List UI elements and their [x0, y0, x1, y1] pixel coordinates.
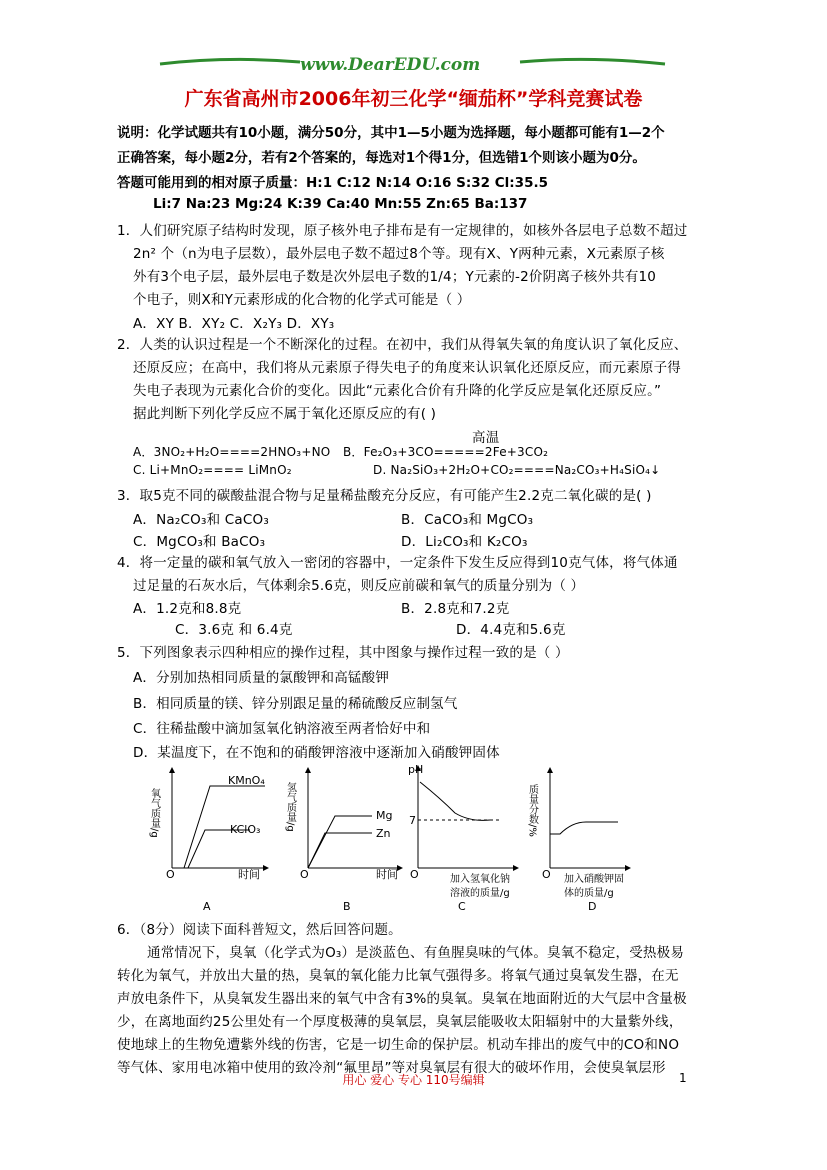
graph-c [408, 763, 518, 913]
q2-line-2: 还原反应；在高中，我们将从元素原子得失电子的角度来认识氧化还原反应，而元素原子得 [133, 360, 681, 376]
q1-line-2: 2n² 个（n为电子层数），最外层电子数不超过8个等。现有X、Y两种元素，X元素原子核 [133, 246, 665, 262]
q6-line-6: 使地球上的生物免遭紫外线的伤害，它是一切生命的保护层。机动车排出的废气中的CO和NO [117, 1037, 680, 1053]
q4-line-1: 4．将一定量的碳和氧气放入一密闭的容器中，一定条件下发生反应得到10克气体，将气体通 [117, 555, 678, 571]
intro-line-2: 正确答案，每小题2分，若有2个答案的，每选对1个得1分，但选错1个则该小题为0分。 [117, 150, 646, 166]
q1-options: A．XY B．XY₂ C．X₂Y₃ D．XY₃ [133, 316, 335, 332]
q6-line-1: 6．（8分）阅读下面科普短文，然后回答问题。 [117, 922, 402, 938]
graph-c-xlabel-1: 加入氢氧化钠 [450, 874, 510, 885]
graph-c-origin: O [410, 868, 419, 881]
graph-b-origin: O [300, 868, 309, 881]
q3-option-d: D．Li₂CO₃和 K₂CO₃ [401, 534, 528, 550]
intro-line-1: 说明：化学试题共有10小题，满分50分，其中1—5小题为选择题，每小题都可能有1—2个 [117, 125, 665, 141]
graph-c-tick7: 7 [409, 814, 416, 827]
q4-option-d: D．4.4克和5.6克 [456, 622, 566, 638]
q6-line-5: 少，在离地面约25公里处有一个厚度极薄的臭氧层，臭氧层能吸收太阳辐射中的大量紫外线， [117, 1014, 683, 1030]
site-url[interactable]: www.DearEDU.com [300, 55, 481, 75]
graph-b [285, 768, 403, 913]
graph-a-kclo3-label: KClO₃ [230, 823, 261, 836]
q6-line-4: 声放电条件下，从臭氧发生器出来的氧气中含有3%的臭氧。臭氧在地面附近的大气层中含量极 [117, 991, 687, 1007]
q6-line-3: 转化为氧气，并放出大量的热，臭氧的氧化能力比氧气强得多。将氧气通过臭氧发生器，在无 [117, 968, 679, 984]
intro-line-4: Li:7 Na:23 Mg:24 K:39 Ca:40 Mn:55 Zn:65 Ba:137 [153, 196, 528, 212]
q5-option-d: D．某温度下，在不饱和的硝酸钾溶液中逐渐加入硝酸钾固体 [133, 745, 500, 761]
graph-b-mg-label: Mg [376, 809, 393, 822]
q5-line-1: 5．下列图象表示四种相应的操作过程，其中图象与操作过程一致的是（ ） [117, 645, 569, 661]
q2-line-4: 据此判断下列化学反应不属于氧化还原反应的有( ) [133, 406, 437, 422]
q2-option-c: C. Li+MnO₂==== LiMnO₂ [133, 463, 292, 477]
q2-option-a: A．3NO₂+H₂O====2HNO₃+NO [133, 445, 331, 459]
q1-line-1: 1．人们研究原子结构时发现，原子核外电子排布是有一定规律的，如核外各层电子总数不超过 [117, 223, 688, 239]
q2-option-d: D. Na₂SiO₃+2H₂O+CO₂====Na₂CO₃+H₄SiO₄↓ [373, 463, 661, 477]
q4-option-a: A．1.2克和8.8克 [133, 601, 242, 617]
q2-line-1: 2．人类的认识过程是一个不断深化的过程。在初中，我们从得氧失氧的角度认识了氧化反应、 [117, 337, 688, 353]
graph-a-ylabel: 氧气质量/g [148, 788, 160, 838]
q3-line-1: 3．取5克不同的碳酸盐混合物与足量稀盐酸充分反应，有可能产生2.2克二氧化碳的是( ) [117, 488, 652, 504]
q4-option-c: C．3.6克 和 6.4克 [175, 622, 293, 638]
graph-c-xlabel-2: 溶液的质量/g [450, 888, 510, 899]
graph-c-tag: C [458, 900, 466, 913]
q3-option-b: B．CaCO₃和 MgCO₃ [401, 512, 534, 528]
q3-option-c: C．MgCO₃和 BaCO₃ [133, 534, 266, 550]
q6-line-2: 通常情况下，臭氧（化学式为O₃）是淡蓝色、有鱼腥臭味的气体。臭氧不稳定，受热极易 [147, 945, 685, 961]
graph-a-xlabel: 时间 [238, 868, 260, 881]
page-title: 广东省高州市2006年初三化学“缅茄杯”学科竞赛试卷 [184, 88, 643, 110]
footer-text: 用心 爱心 专心 110号编辑 [342, 1073, 485, 1087]
q1-line-4: 个电子，则X和Y元素形成的化合物的化学式可能是（ ） [133, 292, 471, 308]
page-number: 1 [679, 1071, 687, 1085]
graph-b-tag: B [343, 900, 351, 913]
graph-b-ylabel: 氢气质量/g [284, 782, 296, 832]
q5-option-c: C．往稀盐酸中滴加氢氧化钠溶液至两者恰好中和 [133, 721, 431, 737]
graph-d [527, 768, 631, 913]
q5-option-a: A．分别加热相同质量的氯酸钾和高锰酸钾 [133, 670, 390, 686]
q5-option-b: B．相同质量的镁、锌分别跟足量的稀硫酸反应制氢气 [133, 696, 458, 712]
q2-line-3: 失电子表现为元素化合价的变化。因此“元素化合价有升降的化学反应是氧化还原反应。” [133, 383, 662, 399]
q4-line-2: 过足量的石灰水后，气体剩余5.6克，则反应前碳和氧气的质量分别为（ ） [133, 578, 585, 594]
graph-c-ylabel: pH [408, 763, 424, 776]
graph-b-zn-label: Zn [376, 827, 391, 840]
q2-condition: 高温 [472, 430, 500, 446]
intro-line-3: 答题可能用到的相对原子质量：H:1 C:12 N:14 O:16 S:32 Cl:35.5 [117, 175, 548, 191]
graph-a-origin: O [166, 868, 175, 881]
q1-line-3: 外有3个电子层，最外层电子数是次外层电子数的1/4；Y元素的-2价阴离子核外共有10 [133, 269, 657, 285]
graph-d-origin: O [542, 868, 551, 881]
graph-d-xlabel-1: 加入硝酸钾固 [564, 874, 624, 885]
graph-a [149, 768, 269, 913]
graph-d-xlabel-2: 体的质量/g [564, 888, 614, 899]
graph-d-ylabel: 质量分数/% [526, 784, 538, 837]
q5-graphs [140, 758, 660, 918]
graph-d-tag: D [588, 900, 597, 913]
q4-option-b: B．2.8克和7.2克 [401, 601, 510, 617]
q2-option-b: B．Fe₂O₃+3CO=====2Fe+3CO₂ [343, 445, 549, 459]
q6-line-7: 等气体、家用电冰箱中使用的致冷剂“氟里昂”等对臭氧层有很大的破坏作用，会使臭氧层形 [117, 1060, 666, 1076]
graph-a-kmno4-label: KMnO₄ [228, 774, 265, 787]
graph-b-xlabel: 时间 [376, 868, 398, 881]
graph-a-tag: A [203, 900, 211, 913]
q3-option-a: A．Na₂CO₃和 CaCO₃ [133, 512, 269, 528]
